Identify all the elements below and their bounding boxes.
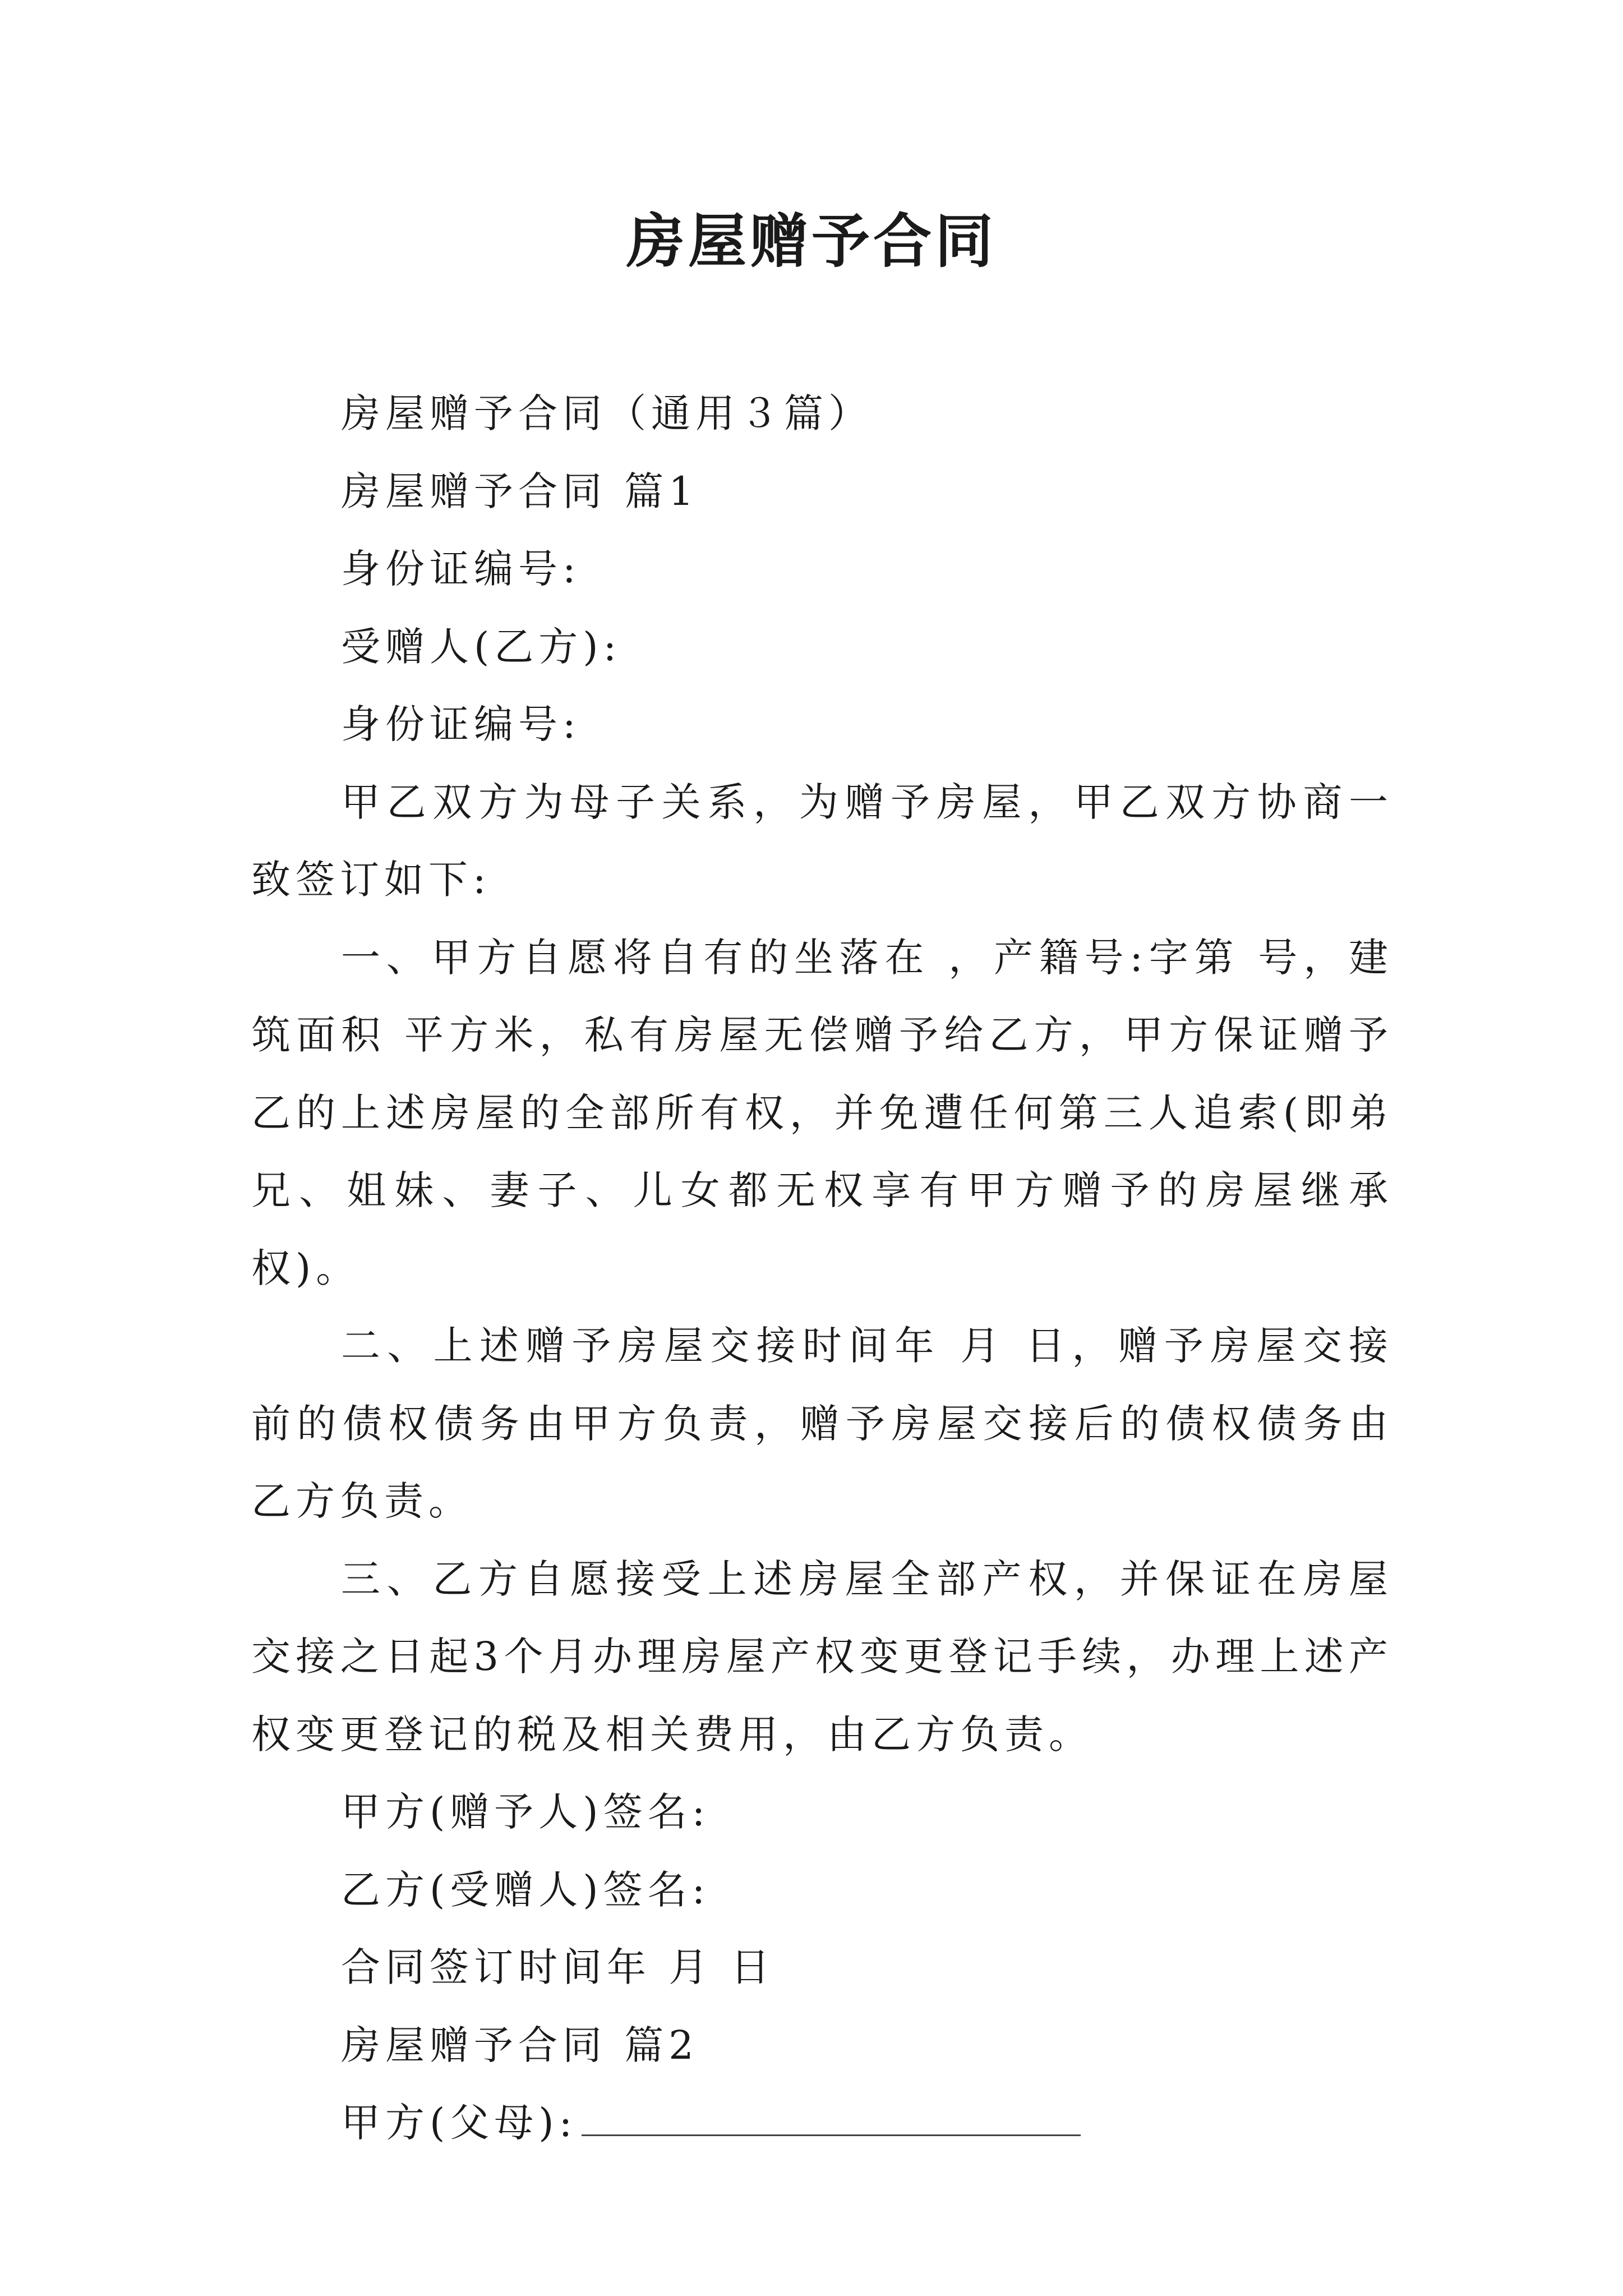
recipient-line: 受赠人(乙方):: [341, 623, 622, 670]
clause-2: 二、上述赠予房屋交接时间年 月 日，赠予房屋交接前的债权债务由甲方负责，赠予房屋交接后的债权债务由乙方负责。: [251, 1323, 1393, 1524]
section-heading-2: 房屋赠予合同 篇2: [341, 2022, 699, 2068]
donor-signature-line: 甲方(赠予人)签名:: [341, 1789, 711, 1835]
clause-3: 三、乙方自愿接受上述房屋全部产权，并保证在房屋交接之日起3个月办理房屋产权变更登记手续，办理上述产权变更登记的税及相关费用，由乙方负责。: [251, 1556, 1393, 1757]
subtitle-paragraph: 房屋赠予合同（通用３篇）: [341, 390, 873, 436]
signing-date-line: 合同签订时间年 月 日: [341, 1944, 775, 1990]
document-title: 房屋赠予合同: [626, 206, 997, 275]
party-a-line: [251, 2084, 1393, 2162]
clause-1: 一、甲方自愿将自有的坐落在 ，产籍号:字第 号，建筑面积 平方米，私有房屋无偿赠予给乙方，甲方保证赠予乙的上述房屋的全部所有权，并免遭任何第三人追索(即弟兄、姐妹、妻子、儿女都无权享有甲方赠予的房屋继承权)。: [251, 934, 1393, 1291]
id-number-line: 身份证编号:: [341, 701, 581, 747]
fill-in-blank: [582, 2133, 1081, 2136]
section-heading-1: 房屋赠予合同 篇1: [341, 468, 699, 514]
intro-paragraph: 甲乙双方为母子关系，为赠予房屋，甲乙双方协商一致签订如下:: [251, 779, 1393, 903]
document-body: [251, 375, 1393, 2162]
id-number-line: 身份证编号:: [341, 546, 581, 592]
party-a-label: 甲方(父母):: [341, 2100, 578, 2146]
recipient-signature-line: 乙方(受赠人)签名:: [341, 1866, 711, 1913]
